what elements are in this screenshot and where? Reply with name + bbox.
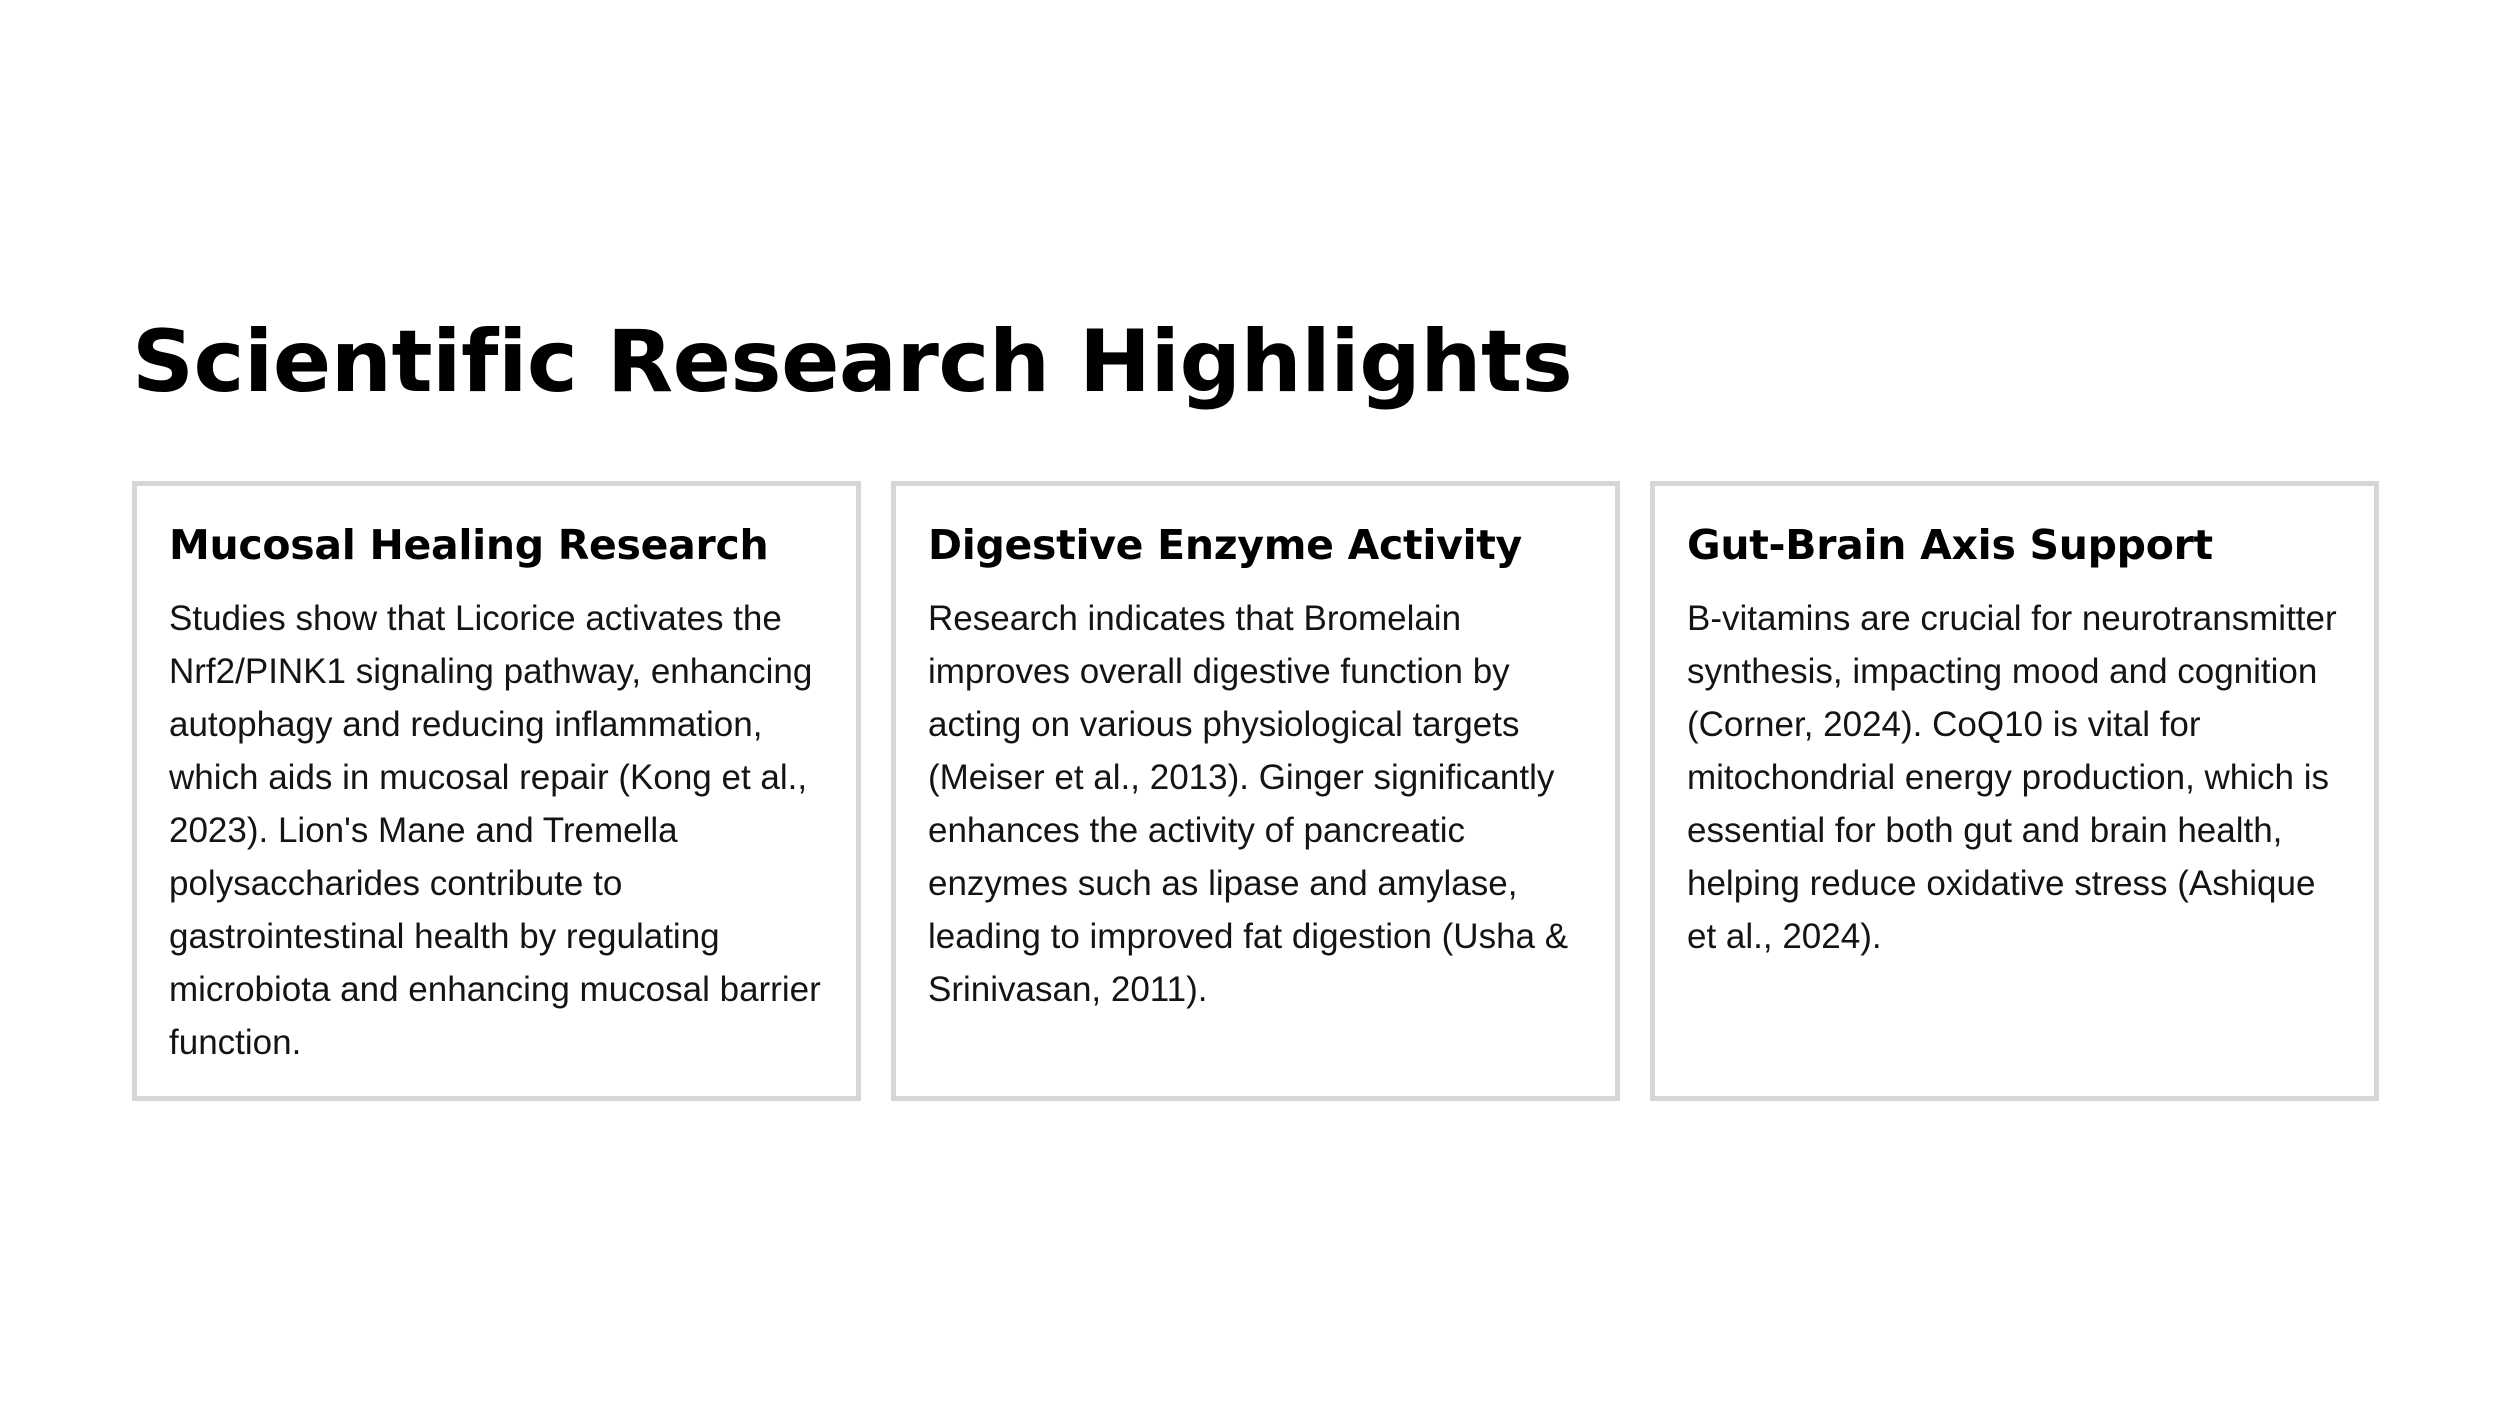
page-title: Scientific Research Highlights [132, 312, 1573, 412]
card-heading: Mucosal Healing Research [169, 521, 769, 569]
card-gut-brain-axis [1650, 481, 2379, 1101]
card-heading: Digestive Enzyme Activity [928, 521, 1522, 569]
card-digestive-enzyme [891, 481, 1620, 1101]
card-body-text: B-vitamins are crucial for neurotransmitter synthesis, impacting mood and cognition (Corner, 2024). CoQ10 is vital for mitochondrial energy production, which is essential for both gut and brain health, helping reduce oxidative stress (Ashique et al., 2024). [1687, 599, 2337, 957]
card-body-text: Studies show that Licorice activates the Nrf2/PINK1 signaling pathway, enhancing autophagy and reducing inflammation, which aids in mucosal repair (Kong et al., 2023). Lion's Mane and Tremella polysaccharides contribute to gastrointestinal health by regulating microbiota and enhancing mucosal barrier function. [169, 599, 821, 1063]
research-cards [132, 481, 2379, 1101]
card-mucosal-healing [132, 481, 861, 1101]
card-heading: Gut-Brain Axis Support [1687, 521, 2213, 569]
card-body-text: Research indicates that Bromelain improves overall digestive function by acting on various physiological targets (Meiser et al., 2013). Ginger significantly enhances the activity of pancreatic enzymes such as lipase and amylase, leading to improved fat digestion (Usha & Srinivasan, 2011). [928, 599, 1569, 1010]
